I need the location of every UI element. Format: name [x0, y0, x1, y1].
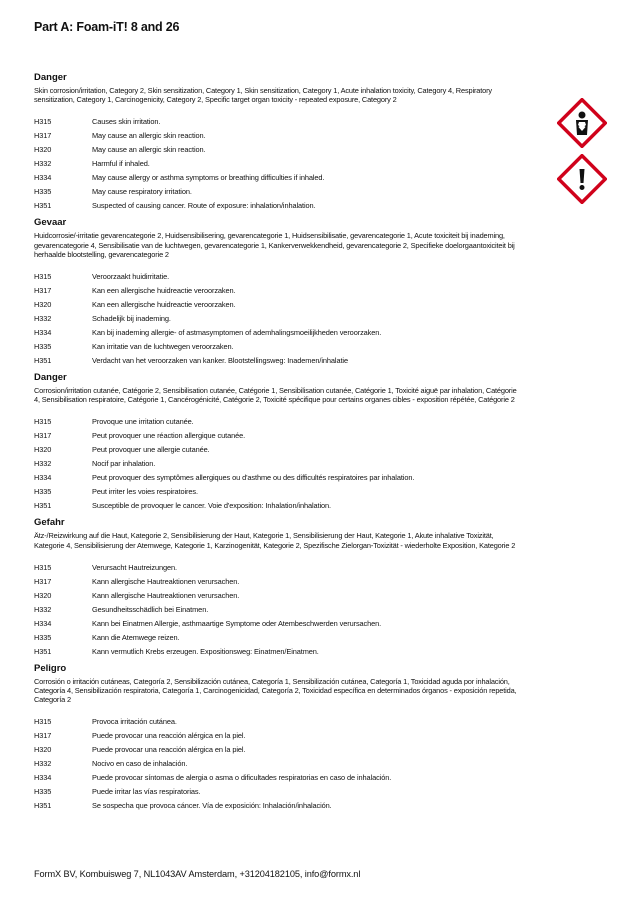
- hazard-statement-row: [34, 799, 524, 813]
- hazard-code: H351: [34, 801, 52, 811]
- hazard-statement-row: [34, 785, 524, 799]
- hazard-statement-text: Peut provoquer une réaction allergique cutanée.: [92, 431, 246, 441]
- hazard-statement-text: Puede provocar una reacción alérgica en la piel.: [92, 731, 246, 741]
- hazard-statement-row: [34, 561, 524, 575]
- hazard-code: H320: [34, 745, 52, 755]
- hazard-code: H332: [34, 314, 52, 324]
- hazard-statement-row: [34, 715, 524, 729]
- hazard-statement-text: Puede irritar las vías respiratorias.: [92, 787, 201, 797]
- hazard-statement-row: [34, 340, 524, 354]
- hazard-statement-text: Schadelijk bij inademing.: [92, 314, 171, 324]
- hazard-statement-text: Peut provoquer des symptômes allergiques ou d'asthme ou des difficultés respiratoires par inhalation.: [92, 473, 415, 483]
- hazard-statement-row: [34, 499, 524, 513]
- hazard-statement-text: Puede provocar una reacción alérgica en la piel.: [92, 745, 246, 755]
- hazard-statement-row: [34, 645, 524, 659]
- hazard-statement-text: Provoca irritación cutánea.: [92, 717, 177, 727]
- hazard-statement-text: Kann allergische Hautreaktionen verursachen.: [92, 576, 240, 586]
- signal-word: Danger: [34, 372, 67, 384]
- hazard-code: H320: [34, 145, 52, 155]
- hazard-statement-text: May cause respiratory irritation.: [92, 187, 192, 197]
- ghs-exclamation-mark-icon: [557, 154, 607, 204]
- hazard-statement-row: [34, 575, 524, 589]
- hazard-code: H351: [34, 646, 52, 656]
- hazard-code: H315: [34, 562, 52, 572]
- hazard-classification: Corrosión o irritación cutáneas, Categoría 2, Sensibilización cutánea, Categoría 1, Sensibilización cutánea, Categoría 1, Toxicidad aguda por inhalación, Categoría 4, Sensibilización respiratoria, Categoría 1, Carcinogenicidad, Categoría 2, Toxicidad específica en determinados órganos - exposición repetida, Categoría 2: [34, 676, 517, 705]
- hazard-statement-row: [34, 270, 524, 284]
- hazard-code: H334: [34, 173, 52, 183]
- hazard-statement-row: [34, 757, 524, 771]
- hazard-statement-row: [34, 771, 524, 785]
- hazard-code: H335: [34, 342, 52, 352]
- hazard-statement-row: [34, 589, 524, 603]
- hazard-code: H315: [34, 272, 52, 282]
- hazard-code: H351: [34, 356, 52, 366]
- hazard-statement-row: [34, 354, 524, 368]
- hazard-statement-row: [34, 185, 524, 199]
- hazard-statement-text: Kan bij inademing allergie- of astmasymptomen of ademhalingsmoeilijkheden veroorzaken.: [92, 328, 382, 338]
- hazard-code: H351: [34, 501, 52, 511]
- hazard-code: H335: [34, 187, 52, 197]
- hazard-code: H334: [34, 618, 52, 628]
- hazard-section: [34, 663, 524, 814]
- hazard-statement-text: Veroorzaakt huidirritatie.: [92, 272, 170, 282]
- page-title: Part A: Foam-iT! 8 and 26: [34, 20, 180, 34]
- hazard-statement-row: [34, 485, 524, 499]
- hazard-statement-text: Gesundheitsschädlich bei Einatmen.: [92, 604, 209, 614]
- hazard-statement-text: Peut provoquer une allergie cutanée.: [92, 445, 210, 455]
- hazard-statement-row: [34, 429, 524, 443]
- hazard-code: H320: [34, 590, 52, 600]
- hazard-statement-text: Se sospecha que provoca cáncer. Vía de exposición: Inhalación/inhalación.: [92, 801, 332, 811]
- hazard-statement-list: [34, 415, 524, 513]
- ghs-health-hazard-icon: [557, 98, 607, 148]
- hazard-code: H320: [34, 445, 52, 455]
- hazard-code: H334: [34, 473, 52, 483]
- hazard-statement-row: [34, 457, 524, 471]
- signal-word: Peligro: [34, 662, 67, 674]
- hazard-statement-row: [34, 115, 524, 129]
- hazard-statement-text: Suspected of causing cancer. Route of exposure: inhalation/inhalation.: [92, 201, 316, 211]
- hazard-statement-row: [34, 199, 524, 213]
- hazard-section: [34, 372, 524, 513]
- hazard-code: H315: [34, 117, 52, 127]
- hazard-statement-text: Kann allergische Hautreaktionen verursachen.: [92, 590, 240, 600]
- hazard-statement-list: [34, 715, 524, 813]
- hazard-code: H317: [34, 286, 52, 296]
- hazard-code: H332: [34, 459, 52, 469]
- hazard-statement-text: Nocivo en caso de inhalación.: [92, 759, 188, 769]
- hazard-code: H335: [34, 632, 52, 642]
- hazard-statement-row: [34, 603, 524, 617]
- hazard-code: H334: [34, 328, 52, 338]
- hazard-statement-row: [34, 471, 524, 485]
- hazard-section: [34, 217, 524, 368]
- signal-word: Gevaar: [34, 217, 67, 229]
- hazard-code: H334: [34, 773, 52, 783]
- hazard-statement-row: [34, 729, 524, 743]
- hazard-code: H317: [34, 431, 52, 441]
- hazard-statement-row: [34, 743, 524, 757]
- hazard-statement-text: Kann die Atemwege reizen.: [92, 632, 180, 642]
- hazard-statement-row: [34, 415, 524, 429]
- hazard-statement-text: Puede provocar síntomas de alergia o asma o dificultades respiratorias en caso de inhalación.: [92, 773, 392, 783]
- hazard-statement-text: Provoque une irritation cutanée.: [92, 417, 194, 427]
- hazard-statement-text: Kan irritatie van de luchtwegen veroorzaken.: [92, 342, 234, 352]
- hazard-pictograms: [557, 98, 611, 210]
- hazard-statement-list: [34, 561, 524, 659]
- hazard-code: H317: [34, 576, 52, 586]
- hazard-section: [34, 517, 524, 658]
- hazard-classification: Huidcorrosie/-irritatie gevarencategorie 2, Huidsensibilisering, gevarencategorie 1, Huidsensibilisatie, gevarencategorie 1, Acute toxiciteit bij inademing, gevarencategorie 4, Sensibilisatie van de luchtwegen, gevarencategorie 1, Kankerverwekkendheid, gevarencategorie 2, Specifieke doelorgaantoxiciteit bij herhaalde blootstelling, gevarencategorie 2: [34, 231, 515, 259]
- hazard-classification: Ätz-/Reizwirkung auf die Haut, Kategorie 2, Sensibilisierung der Haut, Kategorie 1, Sensibilisierung der Haut, Kategorie 1, Akute inhalative Toxizität, Kategorie 4, Sensibilisierung der Atemwege, Kategorie 1, Karzinogenität, Kategorie 2, Spezifische Zielorgan-Toxizität - wiederholte Exposition, Kategorie 2: [34, 531, 516, 550]
- hazard-statement-list: [34, 270, 524, 368]
- hazard-statement-row: [34, 171, 524, 185]
- hazard-sections: [34, 72, 524, 817]
- hazard-statement-row: [34, 298, 524, 312]
- signal-word: Danger: [34, 72, 67, 83]
- hazard-statement-text: May cause an allergic skin reaction.: [92, 131, 206, 141]
- hazard-statement-text: Causes skin irritation.: [92, 117, 161, 127]
- hazard-statement-text: Verdacht van het veroorzaken van kanker. Blootstellingsweg: Inademen/inhalatie: [92, 356, 348, 366]
- hazard-code: H332: [34, 759, 52, 769]
- hazard-statement-row: [34, 443, 524, 457]
- hazard-statement-text: Harmful if inhaled.: [92, 159, 150, 169]
- hazard-statement-text: Kan een allergische huidreactie veroorzaken.: [92, 286, 236, 296]
- hazard-statement-text: May cause an allergic skin reaction.: [92, 145, 206, 155]
- hazard-code: H320: [34, 300, 52, 310]
- hazard-code: H335: [34, 787, 52, 797]
- footer-contact: FormX BV, Kombuisweg 7, NL1043AV Amsterdam, +31204182105, info@formx.nl: [34, 869, 361, 879]
- hazard-statement-text: Kann vermutlich Krebs erzeugen. Expositionsweg: Einatmen/Einatmen.: [92, 646, 319, 656]
- hazard-code: H317: [34, 131, 52, 141]
- hazard-statement-text: Susceptible de provoquer le cancer. Voie d'exposition: Inhalation/inhalation.: [92, 501, 332, 511]
- hazard-statement-text: Verursacht Hautreizungen.: [92, 562, 178, 572]
- hazard-code: H332: [34, 159, 52, 169]
- signal-word: Gefahr: [34, 517, 65, 529]
- hazard-statement-text: May cause allergy or asthma symptoms or breathing difficulties if inhaled.: [92, 173, 325, 183]
- hazard-statement-row: [34, 157, 524, 171]
- hazard-code: H332: [34, 604, 52, 614]
- hazard-statement-row: [34, 129, 524, 143]
- hazard-section: [34, 72, 524, 213]
- hazard-statement-row: [34, 312, 524, 326]
- hazard-statement-row: [34, 143, 524, 157]
- hazard-code: H317: [34, 731, 52, 741]
- hazard-classification: Skin corrosion/irritation, Category 2, Skin sensitization, Category 1, Skin sensitization, Category 1, Acute inhalation toxicity, Category 4, Respiratory sensitization, Category 1, Carcinogenicity, Category 2, Specific target organ toxicity - repeated exposure, Category 2: [34, 86, 492, 105]
- hazard-code: H315: [34, 717, 52, 727]
- hazard-statement-text: Nocif par inhalation.: [92, 459, 156, 469]
- hazard-statement-text: Kan een allergische huidreactie veroorzaken.: [92, 300, 236, 310]
- hazard-code: H351: [34, 201, 52, 211]
- hazard-statement-list: [34, 115, 524, 213]
- hazard-statement-text: Peut irriter les voies respiratoires.: [92, 487, 198, 497]
- hazard-code: H315: [34, 417, 52, 427]
- hazard-classification: Corrosion/irritation cutanée, Catégorie 2, Sensibilisation cutanée, Catégorie 1, Sensibilisation cutanée, Catégorie 1, Toxicité aiguë par inhalation, Catégorie 4, Sensibilisation respiratoire, Catégorie 1, Cancérogénicité, Catégorie 2, Toxicité spécifique pour certains organes cibles - exposition répétée, Catégorie 2: [34, 386, 517, 405]
- hazard-statement-row: [34, 631, 524, 645]
- hazard-statement-row: [34, 617, 524, 631]
- hazard-statement-row: [34, 284, 524, 298]
- hazard-statement-row: [34, 326, 524, 340]
- hazard-statement-text: Kann bei Einatmen Allergie, asthmaartige Symptome oder Atembeschwerden verursachen.: [92, 618, 382, 628]
- hazard-code: H335: [34, 487, 52, 497]
